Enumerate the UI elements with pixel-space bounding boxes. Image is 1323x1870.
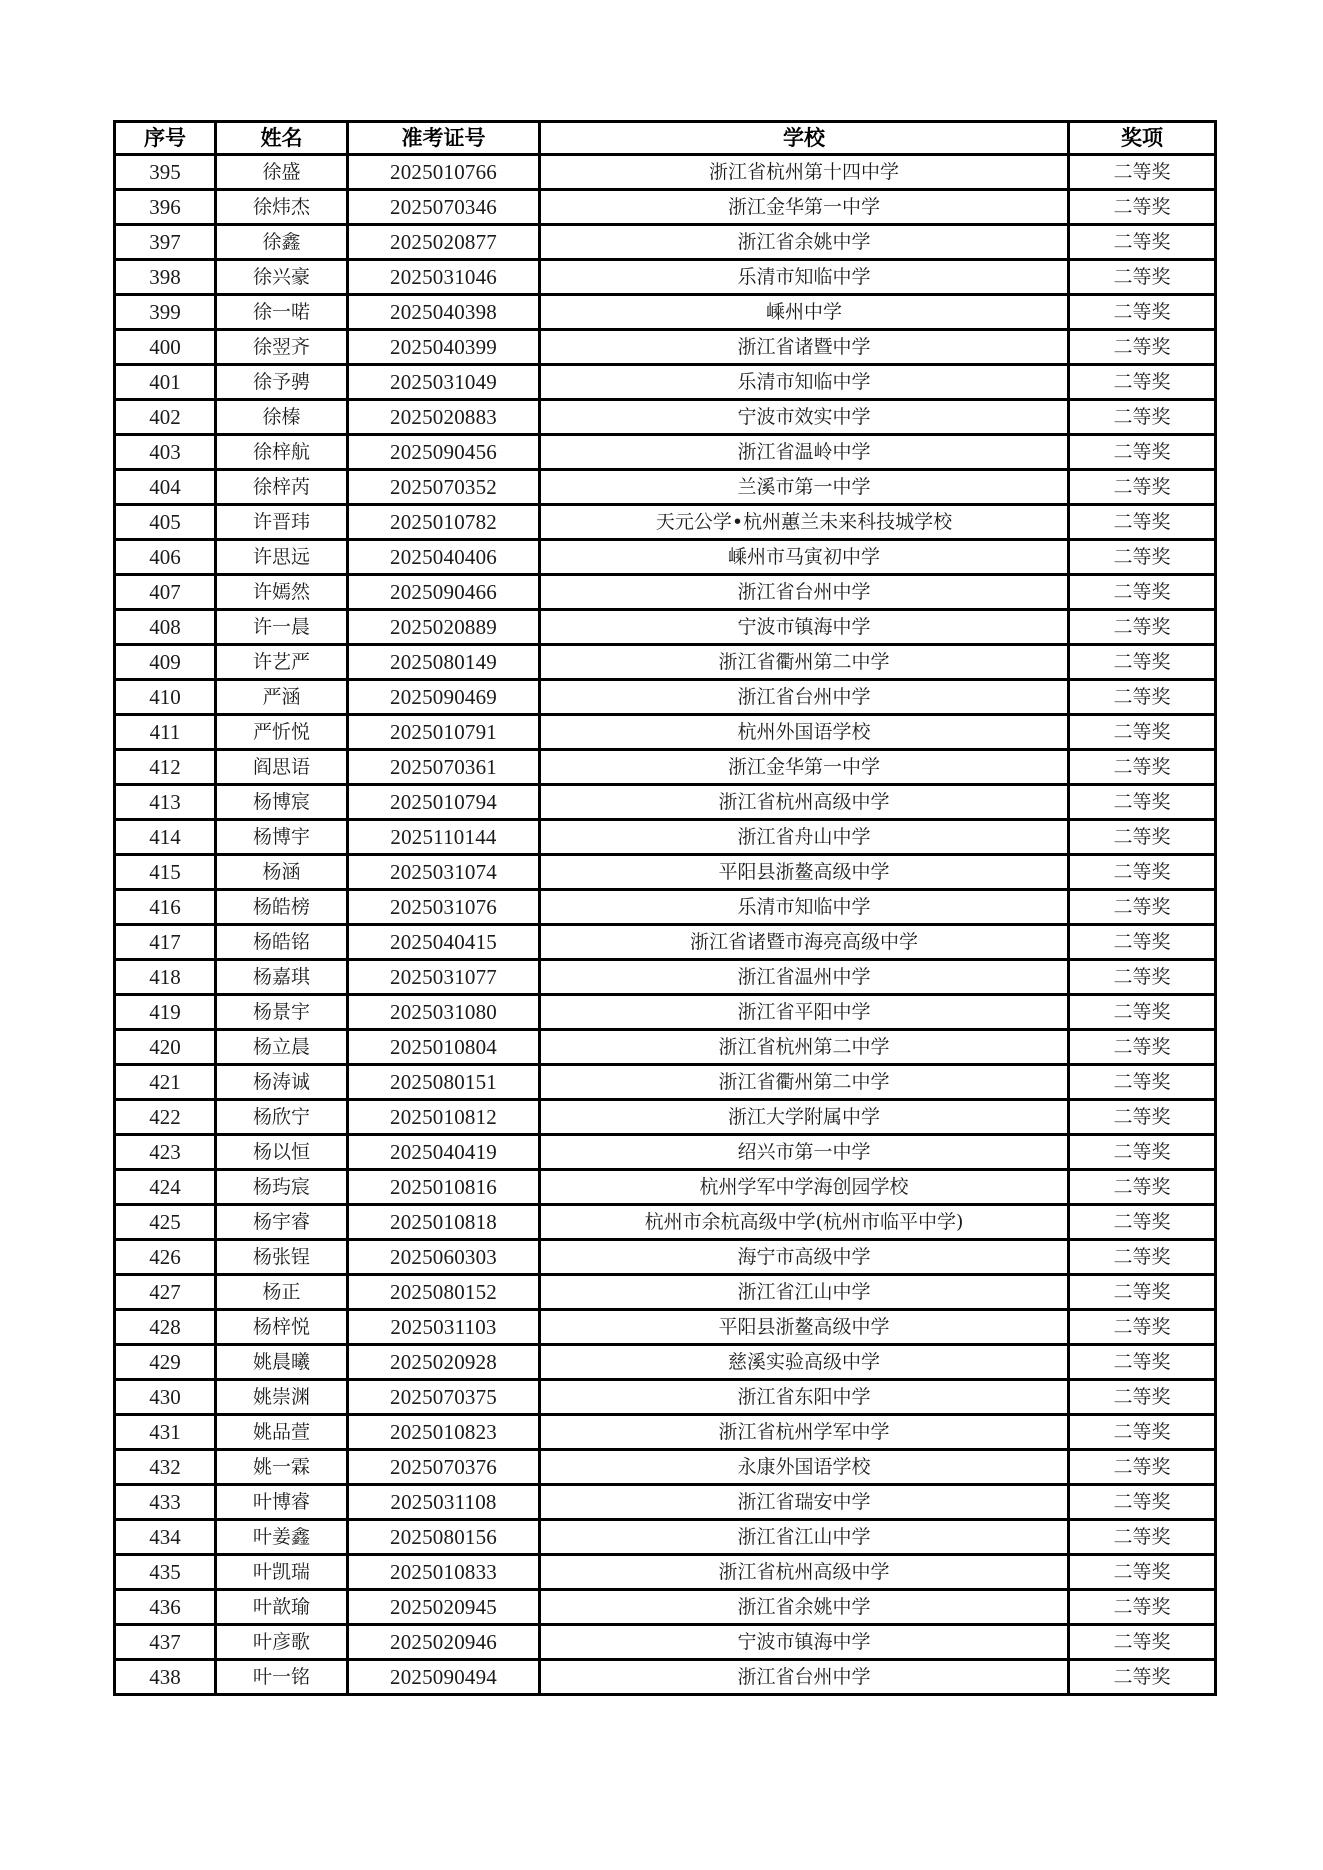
table-row [115, 1205, 1216, 1240]
cell-award: 二等奖 [1069, 1275, 1216, 1310]
cell-name: 杨嘉琪 [216, 960, 348, 995]
cell-name: 杨涛诚 [216, 1065, 348, 1100]
cell-school: 浙江省杭州第十四中学 [540, 155, 1069, 190]
cell-index: 405 [115, 505, 216, 540]
cell-award: 二等奖 [1069, 400, 1216, 435]
cell-name: 叶姜鑫 [216, 1520, 348, 1555]
cell-name: 徐梓芮 [216, 470, 348, 505]
cell-school: 浙江省台州中学 [540, 575, 1069, 610]
cell-name: 杨正 [216, 1275, 348, 1310]
cell-index: 404 [115, 470, 216, 505]
cell-award: 二等奖 [1069, 225, 1216, 260]
cell-index: 396 [115, 190, 216, 225]
cell-index: 433 [115, 1485, 216, 1520]
cell-award: 二等奖 [1069, 1555, 1216, 1590]
cell-name: 徐炜杰 [216, 190, 348, 225]
cell-ticket-number: 2025010823 [348, 1415, 540, 1450]
cell-name: 叶彦歌 [216, 1625, 348, 1660]
cell-name: 杨涵 [216, 855, 348, 890]
cell-ticket-number: 2025031080 [348, 995, 540, 1030]
cell-ticket-number: 2025090469 [348, 680, 540, 715]
table-row [115, 1485, 1216, 1520]
table-row [115, 715, 1216, 750]
cell-index: 423 [115, 1135, 216, 1170]
cell-school: 平阳县浙鳌高级中学 [540, 855, 1069, 890]
cell-ticket-number: 2025070346 [348, 190, 540, 225]
cell-name: 许嫣然 [216, 575, 348, 610]
cell-index: 400 [115, 330, 216, 365]
cell-ticket-number: 2025090494 [348, 1660, 540, 1695]
cell-name: 杨张锃 [216, 1240, 348, 1275]
cell-name: 许一晨 [216, 610, 348, 645]
cell-school: 嵊州中学 [540, 295, 1069, 330]
cell-ticket-number: 2025020883 [348, 400, 540, 435]
cell-ticket-number: 2025020945 [348, 1590, 540, 1625]
cell-index: 426 [115, 1240, 216, 1275]
cell-school: 浙江省舟山中学 [540, 820, 1069, 855]
cell-index: 413 [115, 785, 216, 820]
cell-name: 徐鑫 [216, 225, 348, 260]
table-row [115, 610, 1216, 645]
table-row [115, 365, 1216, 400]
cell-ticket-number: 2025080149 [348, 645, 540, 680]
table-row [115, 1415, 1216, 1450]
cell-award: 二等奖 [1069, 575, 1216, 610]
cell-name: 严涵 [216, 680, 348, 715]
cell-index: 419 [115, 995, 216, 1030]
cell-school: 浙江省瑞安中学 [540, 1485, 1069, 1520]
cell-index: 403 [115, 435, 216, 470]
table-row [115, 1450, 1216, 1485]
table-row [115, 1275, 1216, 1310]
cell-index: 407 [115, 575, 216, 610]
cell-index: 412 [115, 750, 216, 785]
cell-school: 浙江金华第一中学 [540, 750, 1069, 785]
cell-name: 杨博宇 [216, 820, 348, 855]
cell-index: 436 [115, 1590, 216, 1625]
table-row [115, 1135, 1216, 1170]
cell-school: 天元公学•杭州蕙兰未来科技城学校 [540, 505, 1069, 540]
cell-award: 二等奖 [1069, 1240, 1216, 1275]
cell-name: 徐盛 [216, 155, 348, 190]
cell-school: 浙江省杭州高级中学 [540, 1555, 1069, 1590]
cell-name: 姚一霖 [216, 1450, 348, 1485]
cell-index: 410 [115, 680, 216, 715]
cell-school: 浙江省平阳中学 [540, 995, 1069, 1030]
table-row [115, 680, 1216, 715]
cell-school: 浙江省衢州第二中学 [540, 645, 1069, 680]
table-row [115, 1240, 1216, 1275]
cell-school: 浙江省杭州高级中学 [540, 785, 1069, 820]
cell-index: 409 [115, 645, 216, 680]
table-row [115, 400, 1216, 435]
cell-ticket-number: 2025020928 [348, 1345, 540, 1380]
cell-award: 二等奖 [1069, 680, 1216, 715]
cell-ticket-number: 2025080152 [348, 1275, 540, 1310]
cell-school: 海宁市高级中学 [540, 1240, 1069, 1275]
cell-name: 徐翌齐 [216, 330, 348, 365]
cell-award: 二等奖 [1069, 855, 1216, 890]
cell-index: 432 [115, 1450, 216, 1485]
header-award: 奖项 [1069, 122, 1216, 155]
cell-school: 浙江大学附属中学 [540, 1100, 1069, 1135]
cell-ticket-number: 2025010791 [348, 715, 540, 750]
table-row [115, 890, 1216, 925]
cell-ticket-number: 2025090466 [348, 575, 540, 610]
cell-ticket-number: 2025010794 [348, 785, 540, 820]
cell-award: 二等奖 [1069, 785, 1216, 820]
cell-school: 浙江省诸暨市海亮高级中学 [540, 925, 1069, 960]
cell-ticket-number: 2025031046 [348, 260, 540, 295]
cell-ticket-number: 2025010833 [348, 1555, 540, 1590]
table-row [115, 855, 1216, 890]
cell-index: 425 [115, 1205, 216, 1240]
cell-award: 二等奖 [1069, 1345, 1216, 1380]
cell-school: 浙江省衢州第二中学 [540, 1065, 1069, 1100]
cell-index: 414 [115, 820, 216, 855]
cell-name: 姚晨曦 [216, 1345, 348, 1380]
cell-school: 浙江金华第一中学 [540, 190, 1069, 225]
cell-index: 435 [115, 1555, 216, 1590]
cell-name: 阎思语 [216, 750, 348, 785]
cell-ticket-number: 2025080151 [348, 1065, 540, 1100]
table-row [115, 960, 1216, 995]
cell-index: 395 [115, 155, 216, 190]
cell-award: 二等奖 [1069, 330, 1216, 365]
cell-name: 姚品萱 [216, 1415, 348, 1450]
table-row [115, 785, 1216, 820]
cell-ticket-number: 2025110144 [348, 820, 540, 855]
cell-name: 杨欣宁 [216, 1100, 348, 1135]
cell-index: 397 [115, 225, 216, 260]
cell-school: 乐清市知临中学 [540, 890, 1069, 925]
table-row [115, 295, 1216, 330]
cell-index: 415 [115, 855, 216, 890]
cell-award: 二等奖 [1069, 155, 1216, 190]
cell-school: 平阳县浙鳌高级中学 [540, 1310, 1069, 1345]
cell-school: 乐清市知临中学 [540, 260, 1069, 295]
cell-award: 二等奖 [1069, 1380, 1216, 1415]
cell-index: 408 [115, 610, 216, 645]
cell-name: 姚崇渊 [216, 1380, 348, 1415]
cell-name: 徐榛 [216, 400, 348, 435]
cell-name: 杨玙宸 [216, 1170, 348, 1205]
cell-ticket-number: 2025070375 [348, 1380, 540, 1415]
header-school: 学校 [540, 122, 1069, 155]
cell-index: 398 [115, 260, 216, 295]
cell-school: 兰溪市第一中学 [540, 470, 1069, 505]
table-row [115, 750, 1216, 785]
cell-ticket-number: 2025031077 [348, 960, 540, 995]
table-row [115, 925, 1216, 960]
cell-index: 424 [115, 1170, 216, 1205]
cell-name: 叶一铭 [216, 1660, 348, 1695]
cell-award: 二等奖 [1069, 435, 1216, 470]
cell-ticket-number: 2025040398 [348, 295, 540, 330]
cell-award: 二等奖 [1069, 470, 1216, 505]
cell-award: 二等奖 [1069, 1485, 1216, 1520]
table-row [115, 1030, 1216, 1065]
cell-award: 二等奖 [1069, 505, 1216, 540]
table-row [115, 260, 1216, 295]
cell-ticket-number: 2025070352 [348, 470, 540, 505]
cell-award: 二等奖 [1069, 190, 1216, 225]
table-row [115, 1520, 1216, 1555]
cell-award: 二等奖 [1069, 365, 1216, 400]
cell-award: 二等奖 [1069, 540, 1216, 575]
table-row [115, 330, 1216, 365]
cell-school: 宁波市镇海中学 [540, 610, 1069, 645]
cell-school: 杭州学军中学海创园学校 [540, 1170, 1069, 1205]
cell-name: 杨宇睿 [216, 1205, 348, 1240]
cell-award: 二等奖 [1069, 995, 1216, 1030]
cell-school: 浙江省江山中学 [540, 1520, 1069, 1555]
header-ticket-number: 准考证号 [348, 122, 540, 155]
award-roster-table [113, 120, 1217, 1696]
cell-name: 杨景宇 [216, 995, 348, 1030]
cell-name: 杨皓榜 [216, 890, 348, 925]
cell-award: 二等奖 [1069, 1450, 1216, 1485]
cell-ticket-number: 2025020877 [348, 225, 540, 260]
cell-ticket-number: 2025060303 [348, 1240, 540, 1275]
cell-name: 叶歆瑜 [216, 1590, 348, 1625]
cell-school: 乐清市知临中学 [540, 365, 1069, 400]
cell-school: 宁波市镇海中学 [540, 1625, 1069, 1660]
cell-ticket-number: 2025040399 [348, 330, 540, 365]
cell-school: 浙江省杭州第二中学 [540, 1030, 1069, 1065]
cell-school: 浙江省江山中学 [540, 1275, 1069, 1310]
cell-school: 浙江省台州中学 [540, 1660, 1069, 1695]
table-row [115, 1555, 1216, 1590]
cell-award: 二等奖 [1069, 820, 1216, 855]
cell-award: 二等奖 [1069, 260, 1216, 295]
cell-ticket-number: 2025010804 [348, 1030, 540, 1065]
cell-award: 二等奖 [1069, 750, 1216, 785]
cell-ticket-number: 2025040415 [348, 925, 540, 960]
cell-award: 二等奖 [1069, 1625, 1216, 1660]
cell-name: 徐予骋 [216, 365, 348, 400]
cell-index: 427 [115, 1275, 216, 1310]
cell-name: 徐一喏 [216, 295, 348, 330]
cell-award: 二等奖 [1069, 890, 1216, 925]
cell-award: 二等奖 [1069, 960, 1216, 995]
cell-award: 二等奖 [1069, 925, 1216, 960]
cell-award: 二等奖 [1069, 1520, 1216, 1555]
cell-school: 浙江省台州中学 [540, 680, 1069, 715]
cell-award: 二等奖 [1069, 295, 1216, 330]
cell-school: 浙江省温州中学 [540, 960, 1069, 995]
cell-award: 二等奖 [1069, 1030, 1216, 1065]
cell-ticket-number: 2025010782 [348, 505, 540, 540]
header-index: 序号 [115, 122, 216, 155]
cell-ticket-number: 2025010766 [348, 155, 540, 190]
cell-ticket-number: 2025031108 [348, 1485, 540, 1520]
table-row [115, 995, 1216, 1030]
cell-school: 杭州外国语学校 [540, 715, 1069, 750]
cell-ticket-number: 2025031103 [348, 1310, 540, 1345]
cell-name: 杨皓铭 [216, 925, 348, 960]
cell-ticket-number: 2025031049 [348, 365, 540, 400]
cell-school: 嵊州市马寅初中学 [540, 540, 1069, 575]
cell-index: 399 [115, 295, 216, 330]
cell-name: 叶凯瑞 [216, 1555, 348, 1590]
table-body [115, 155, 1216, 1695]
cell-school: 浙江省温岭中学 [540, 435, 1069, 470]
table-row [115, 1345, 1216, 1380]
cell-name: 徐梓航 [216, 435, 348, 470]
cell-ticket-number: 2025070376 [348, 1450, 540, 1485]
cell-school: 浙江省余姚中学 [540, 225, 1069, 260]
cell-ticket-number: 2025090456 [348, 435, 540, 470]
cell-award: 二等奖 [1069, 1170, 1216, 1205]
cell-name: 叶博睿 [216, 1485, 348, 1520]
table-row [115, 1380, 1216, 1415]
cell-school: 浙江省东阳中学 [540, 1380, 1069, 1415]
cell-index: 417 [115, 925, 216, 960]
cell-ticket-number: 2025010812 [348, 1100, 540, 1135]
cell-ticket-number: 2025031074 [348, 855, 540, 890]
cell-school: 慈溪实验高级中学 [540, 1345, 1069, 1380]
cell-index: 420 [115, 1030, 216, 1065]
cell-ticket-number: 2025040419 [348, 1135, 540, 1170]
cell-index: 402 [115, 400, 216, 435]
table-row [115, 1660, 1216, 1695]
table-row [115, 190, 1216, 225]
cell-award: 二等奖 [1069, 1310, 1216, 1345]
cell-award: 二等奖 [1069, 1415, 1216, 1450]
cell-name: 许艺严 [216, 645, 348, 680]
table-row [115, 155, 1216, 190]
table-row [115, 435, 1216, 470]
cell-index: 421 [115, 1065, 216, 1100]
table-row [115, 1170, 1216, 1205]
table-row [115, 820, 1216, 855]
cell-index: 418 [115, 960, 216, 995]
table-row [115, 575, 1216, 610]
cell-ticket-number: 2025020889 [348, 610, 540, 645]
cell-award: 二等奖 [1069, 1590, 1216, 1625]
table-header-row [115, 122, 1216, 155]
cell-index: 416 [115, 890, 216, 925]
cell-award: 二等奖 [1069, 1205, 1216, 1240]
table-row [115, 1310, 1216, 1345]
cell-index: 406 [115, 540, 216, 575]
cell-award: 二等奖 [1069, 1660, 1216, 1695]
table-row [115, 1100, 1216, 1135]
cell-index: 431 [115, 1415, 216, 1450]
cell-school: 永康外国语学校 [540, 1450, 1069, 1485]
cell-ticket-number: 2025020946 [348, 1625, 540, 1660]
cell-award: 二等奖 [1069, 1135, 1216, 1170]
table-row [115, 645, 1216, 680]
cell-name: 徐兴豪 [216, 260, 348, 295]
cell-ticket-number: 2025040406 [348, 540, 540, 575]
cell-name: 杨博宸 [216, 785, 348, 820]
cell-name: 严忻悦 [216, 715, 348, 750]
table-row [115, 1590, 1216, 1625]
cell-school: 杭州市余杭高级中学(杭州市临平中学) [540, 1205, 1069, 1240]
cell-ticket-number: 2025080156 [348, 1520, 540, 1555]
cell-index: 437 [115, 1625, 216, 1660]
cell-award: 二等奖 [1069, 715, 1216, 750]
table-row [115, 1065, 1216, 1100]
cell-index: 428 [115, 1310, 216, 1345]
cell-name: 许思远 [216, 540, 348, 575]
cell-index: 434 [115, 1520, 216, 1555]
cell-school: 浙江省杭州学军中学 [540, 1415, 1069, 1450]
cell-school: 绍兴市第一中学 [540, 1135, 1069, 1170]
cell-name: 杨梓悦 [216, 1310, 348, 1345]
table-row [115, 225, 1216, 260]
cell-ticket-number: 2025010818 [348, 1205, 540, 1240]
cell-name: 杨以恒 [216, 1135, 348, 1170]
cell-ticket-number: 2025010816 [348, 1170, 540, 1205]
cell-award: 二等奖 [1069, 610, 1216, 645]
table-row [115, 505, 1216, 540]
cell-index: 411 [115, 715, 216, 750]
cell-index: 422 [115, 1100, 216, 1135]
cell-award: 二等奖 [1069, 1100, 1216, 1135]
table-row [115, 540, 1216, 575]
cell-name: 杨立晨 [216, 1030, 348, 1065]
cell-school: 浙江省诸暨中学 [540, 330, 1069, 365]
cell-ticket-number: 2025031076 [348, 890, 540, 925]
table-row [115, 1625, 1216, 1660]
cell-award: 二等奖 [1069, 645, 1216, 680]
table-row [115, 470, 1216, 505]
cell-school: 浙江省余姚中学 [540, 1590, 1069, 1625]
cell-name: 许晋玮 [216, 505, 348, 540]
cell-index: 438 [115, 1660, 216, 1695]
cell-index: 401 [115, 365, 216, 400]
cell-award: 二等奖 [1069, 1065, 1216, 1100]
cell-index: 429 [115, 1345, 216, 1380]
cell-ticket-number: 2025070361 [348, 750, 540, 785]
header-name: 姓名 [216, 122, 348, 155]
cell-index: 430 [115, 1380, 216, 1415]
cell-school: 宁波市效实中学 [540, 400, 1069, 435]
